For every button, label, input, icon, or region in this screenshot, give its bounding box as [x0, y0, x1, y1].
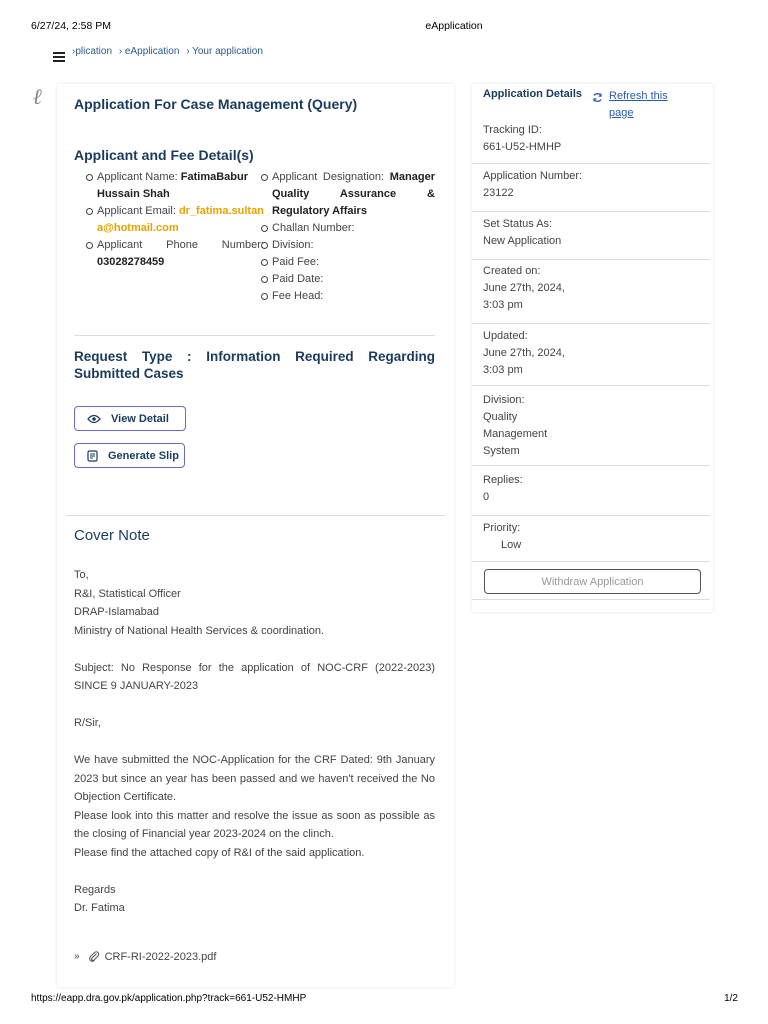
- division-section: [472, 392, 710, 466]
- attachment-link[interactable]: [74, 950, 216, 963]
- hamburger-menu-icon[interactable]: [53, 52, 65, 63]
- applicant-name-item: Applicant Name: FatimaBabur Hussain Shah: [74, 169, 264, 203]
- print-page-number: 1/2: [724, 993, 738, 1004]
- generate-slip-label: Generate Slip: [108, 449, 179, 462]
- replies-section: [472, 472, 710, 516]
- view-detail-button[interactable]: [74, 406, 186, 431]
- withdraw-application-button[interactable]: Withdraw Application: [484, 569, 701, 594]
- document-icon: [87, 450, 98, 462]
- letter-paragraph: Please find the attached copy of R&I of the said application.: [74, 846, 365, 859]
- breadcrumb-item-eapplication[interactable]: › eApplication: [118, 46, 180, 57]
- priority-section: [472, 520, 710, 562]
- letter-subject: Subject: No Response for the application of NOC-CRF (2022-2023) SINCE 9 JANUARY-2023: [74, 661, 435, 692]
- created-section: [472, 263, 710, 324]
- divider: [66, 515, 445, 516]
- cover-note-letter: [74, 566, 435, 918]
- application-number-label: Application Number:: [483, 170, 583, 182]
- division-value: Quality Management System: [483, 411, 548, 457]
- attachment-filename[interactable]: CRF-RI-2022-2023.pdf: [104, 950, 217, 963]
- updated-section: [472, 328, 710, 386]
- letter-line: Ministry of National Health Services & coordination.: [74, 624, 325, 637]
- fee-head-item: Fee Head:: [249, 288, 435, 305]
- replies-label: Replies:: [483, 474, 523, 486]
- view-detail-label: View Detail: [111, 412, 169, 425]
- bullet-arrow-icon: »: [74, 951, 80, 962]
- fee-section-title: Applicant and Fee Detail(s): [74, 147, 254, 163]
- tracking-id-label: Tracking ID:: [483, 124, 542, 136]
- letter-to: To,: [74, 569, 89, 581]
- applicant-designation-value: Manager Quality Assurance & Regulatory Affairs: [272, 171, 435, 217]
- applicant-designation-item: Applicant Designation: Manager Quality Assurance & Regulatory Affairs: [249, 169, 435, 220]
- status-value: New Application: [483, 235, 562, 247]
- replies-value: 0: [483, 491, 490, 503]
- applicant-email-item: Applicant Email: dr_fatima.sultana@hotmail.com: [74, 203, 264, 237]
- priority-label: Priority:: [483, 522, 521, 534]
- letter-salutation: R/Sir,: [74, 717, 101, 729]
- refresh-control[interactable]: [592, 88, 679, 122]
- print-url: https://eapp.dra.gov.pk/application.php?track=661-U52-HMHP: [31, 993, 307, 1004]
- breadcrumb-item-application[interactable]: ›plication: [72, 46, 113, 57]
- division-item: Division:: [249, 237, 435, 254]
- refresh-icon[interactable]: [592, 92, 603, 103]
- application-details-title: Application Details: [483, 88, 583, 100]
- applicant-phone-value: 03028278459: [97, 256, 165, 268]
- application-number-section: [472, 168, 710, 212]
- applicant-details-right: [249, 169, 435, 305]
- paid-fee-item: Paid Fee:: [249, 254, 435, 271]
- division-label: Division:: [483, 394, 525, 406]
- challan-number-item: Challan Number:: [249, 220, 435, 237]
- eye-icon: [87, 414, 101, 424]
- applicant-details-left: [74, 169, 264, 271]
- applicant-name-value: FatimaBabur Hussain Shah: [97, 171, 249, 200]
- tracking-id-value: 661-U52-HMHP: [483, 141, 562, 153]
- applicant-phone-item: Applicant Phone Number: 03028278459: [74, 237, 264, 271]
- application-number-value: 23122: [483, 187, 514, 199]
- cover-note-title: Cover Note: [74, 527, 150, 544]
- generate-slip-button[interactable]: [74, 443, 185, 468]
- updated-label: Updated:: [483, 330, 528, 342]
- letter-regards: Regards: [74, 883, 116, 896]
- page-title: Application For Case Management (Query): [74, 96, 358, 112]
- paid-date-item: Paid Date:: [249, 271, 435, 288]
- print-date: 6/27/24, 2:58 PM: [31, 20, 111, 32]
- withdraw-section: [472, 562, 710, 600]
- status-label: Set Status As:: [483, 218, 553, 230]
- letter-paragraph: We have submitted the NOC-Application for the CRF Dated: 9th January 2023 but since an year has been passed and we haven't received the No Objection Certificate.: [74, 754, 435, 803]
- breadcrumb: [72, 46, 267, 57]
- breadcrumb-item-your-application[interactable]: › Your application: [186, 46, 263, 57]
- paperclip-icon: [88, 950, 100, 963]
- letter-signature: Dr. Fatima: [74, 902, 125, 914]
- letter-line: R&I, Statistical Officer: [74, 587, 181, 600]
- print-title: eApplication: [425, 20, 483, 32]
- letter-paragraph: Please look into this matter and resolve the issue as soon as possible as the closing of Financial year 2023-2024 on the clinch.: [74, 809, 435, 840]
- refresh-page-link[interactable]: Refresh this page: [609, 90, 668, 119]
- request-type-heading: Request Type : Information Required Regarding Submitted Cases: [74, 349, 435, 381]
- applicant-email-value[interactable]: dr_fatima.sultana@hotmail.com: [97, 205, 264, 234]
- application-details-header: [472, 86, 710, 164]
- updated-value: June 27th, 2024, 3:03 pm: [483, 347, 565, 376]
- created-value: June 27th, 2024, 3:03 pm: [483, 282, 565, 311]
- status-section: [472, 216, 710, 260]
- priority-value: Low: [501, 539, 522, 551]
- divider: [74, 335, 435, 336]
- created-label: Created on:: [483, 265, 541, 277]
- logo-icon: ℓ: [33, 84, 43, 110]
- letter-line: DRAP-Islamabad: [74, 606, 159, 618]
- print-header: [0, 0, 768, 40]
